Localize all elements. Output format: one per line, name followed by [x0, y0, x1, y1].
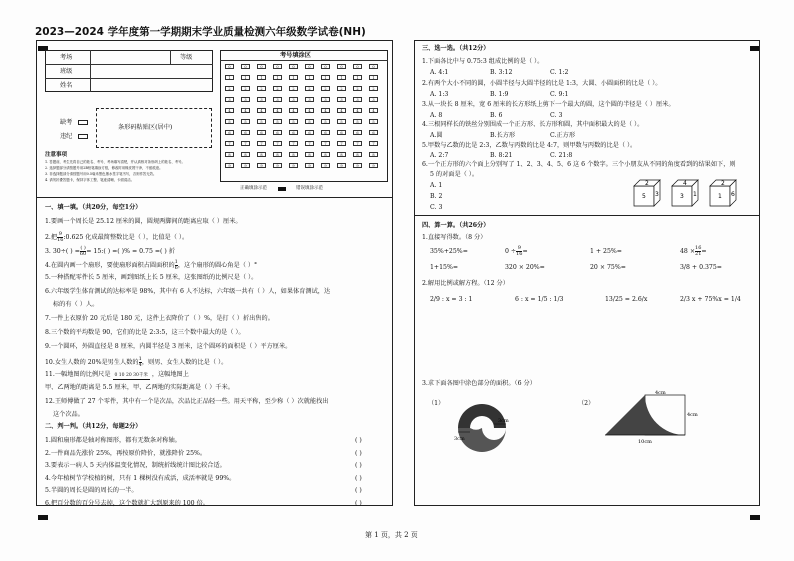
exam-number-bubble[interactable]: 4 — [289, 108, 298, 113]
dice-face-number: 3 — [655, 191, 659, 198]
exam-number-bubble[interactable]: 0 — [225, 64, 234, 69]
exam-number-bubble[interactable]: 4 — [353, 108, 362, 113]
exam-number-bubble[interactable]: 0 — [337, 64, 346, 69]
exam-number-bubble[interactable]: 0 — [321, 64, 330, 69]
exam-number-bubble[interactable]: 2 — [289, 86, 298, 91]
choice-question: 5 的对面是（ ）。 — [430, 171, 479, 178]
exam-number-bubble[interactable]: 6 — [353, 130, 362, 135]
answer-paren[interactable]: ( ) — [355, 474, 362, 482]
exam-number-bubble[interactable]: 3 — [273, 97, 282, 102]
exam-number-bubble[interactable]: 8 — [353, 152, 362, 157]
exam-number-bubble[interactable]: 2 — [321, 86, 330, 91]
label-xingming: 姓名 — [60, 82, 73, 89]
exam-number-bubble[interactable]: 7 — [289, 141, 298, 146]
calc-item: 35%+25%= — [430, 248, 468, 255]
exam-number-bubble[interactable]: 4 — [305, 108, 314, 113]
question: 11.一幅地图的比例尺是 0 10 20 30千米 ，这幅地图上 — [45, 371, 189, 378]
page-footer: 第 1 页，共 2 页 — [365, 531, 418, 539]
dice-cube — [634, 180, 660, 206]
exam-number-bubble[interactable]: 5 — [241, 119, 250, 124]
notes-line: 4. 请勿折叠答题卡，保持字体工整、笔迹清晰、卡面清洁。 — [45, 178, 135, 182]
choice-option[interactable]: C.正方形 — [550, 132, 576, 139]
corner-mark — [750, 515, 760, 520]
exam-number-bubble[interactable]: 1 — [337, 75, 346, 80]
exam-number-bubble[interactable]: 2 — [225, 86, 234, 91]
equation: 2/9 : x = 3 : 1 — [430, 296, 473, 303]
dice-figures — [628, 176, 748, 216]
exam-number-bubble[interactable]: 2 — [305, 86, 314, 91]
exam-number-bubble[interactable]: 5 — [289, 119, 298, 124]
exam-number-bubble[interactable]: 7 — [321, 141, 330, 146]
figure-1-semicircles — [440, 392, 530, 452]
question: 10.女生人数的 20%是男生人数的 $\frac{1}{4}$ ，则男、女生人数的比是（ ）。 — [45, 356, 228, 368]
notes-line: 2. 选择题部分请按题号用2B铅笔填涂方框，修改时用橡皮擦干净，不留痕迹。 — [45, 166, 163, 170]
question: 1.要画一个周长是 25.12 厘米的圆，圆规两脚间的距离应取（ ）厘米。 — [45, 218, 242, 225]
exam-number-bubble[interactable]: 0 — [257, 64, 266, 69]
exam-number-bubble[interactable]: 1 — [241, 75, 250, 80]
dice-face-number: 3 — [680, 193, 684, 200]
dim-label: 3cm — [498, 418, 509, 424]
exam-number-bubble[interactable]: 3 — [321, 97, 330, 102]
exam-number-bubble[interactable]: 7 — [257, 141, 266, 146]
exam-number-bubble[interactable]: 4 — [337, 108, 346, 113]
section2-title: 二、判一判。（共12分，每题2分） — [45, 423, 142, 430]
exam-number-bubble[interactable]: 1 — [305, 75, 314, 80]
exam-number-bubble[interactable]: 5 — [353, 119, 362, 124]
exam-number-bubble[interactable]: 8 — [305, 152, 314, 157]
exam-number-bubble[interactable]: 3 — [289, 97, 298, 102]
exam-number-bubble[interactable]: 5 — [273, 119, 282, 124]
dice-face-number: 5 — [642, 193, 646, 200]
figure-2-triangle-quarter — [590, 390, 700, 445]
judge-item: 2.一件商品先涨价 25%，再按原价降价，就涨降价 25%。 — [45, 449, 207, 457]
sub-title: 3.求下面各图中涂色部分的面积。（6 分） — [422, 380, 536, 387]
dim-label: 4cm — [655, 390, 666, 396]
exam-number-bubble[interactable]: 0 — [241, 64, 250, 69]
exam-number-bubble[interactable]: 9 — [257, 163, 266, 168]
dice-cube — [672, 180, 698, 206]
exam-number-bubble[interactable]: 2 — [369, 86, 378, 91]
exam-number-bubble[interactable]: 6 — [225, 130, 234, 135]
exam-number-bubble[interactable]: 4 — [321, 108, 330, 113]
dice-face-number: 4 — [683, 180, 687, 187]
exam-number-bubble[interactable]: 4 — [225, 108, 234, 113]
question: 3. 30÷( ) = ( ) 60 = 15:( ) =( )% = 0.75 =( ) 折 — [45, 245, 175, 257]
exam-number-bubble[interactable]: 3 — [353, 97, 362, 102]
exam-number-bubble[interactable]: 5 — [225, 119, 234, 124]
exam-number-bubble[interactable]: 4 — [369, 108, 378, 113]
exam-number-bubble[interactable]: 8 — [225, 152, 234, 157]
exam-number-bubble[interactable]: 3 — [257, 97, 266, 102]
exam-number-bubble[interactable]: 1 — [225, 75, 234, 80]
calc-item: 3/8 + 0.375= — [680, 264, 722, 271]
calc-item: 20 × 75%= — [590, 264, 626, 271]
equation: 2/3 x + 75%x = 1/4 — [680, 296, 741, 303]
exam-number-bubble[interactable]: 6 — [273, 130, 282, 135]
label-banji: 班级 — [60, 68, 73, 75]
choice-option[interactable]: A. 4:1 — [430, 69, 449, 76]
exam-number-title: 考号填涂区 — [280, 52, 311, 59]
exam-number-bubble[interactable]: 7 — [369, 141, 378, 146]
correct-fill-mark — [278, 187, 286, 191]
exam-number-bubble[interactable]: 2 — [353, 86, 362, 91]
exam-number-bubble[interactable]: 8 — [257, 152, 266, 157]
exam-number-bubble[interactable]: 9 — [305, 163, 314, 168]
exam-number-bubble[interactable]: 3 — [369, 97, 378, 102]
exam-number-bubble[interactable]: 9 — [337, 163, 346, 168]
exam-number-bubble[interactable]: 9 — [321, 163, 330, 168]
exam-number-bubble[interactable]: 0 — [273, 64, 282, 69]
wrong-fill-example: 错误填涂示范 — [296, 186, 323, 191]
dice-face-number: 2 — [645, 180, 649, 187]
choice-question: 6.一个正方形的六个面上分别写了 1、2、3、4、5、6 这 6 个数字。三个小朋友从不同的角度看到的结果如下，则 — [422, 161, 736, 168]
dice-face-number: 1 — [718, 193, 722, 200]
question: 8.三个数的平均数是 90，它们的比是 2:3:5，这三个数中最大的是（ ）。 — [45, 329, 245, 336]
calc-item: 0 ÷ $\frac{9}{16}$ = — [505, 245, 528, 257]
exam-number-bubble[interactable]: 5 — [305, 119, 314, 124]
exam-number-bubble[interactable]: 4 — [257, 108, 266, 113]
page-title: 2023—2024 学年度第一学期期末学业质量检测六年级数学试卷(NH) — [35, 26, 366, 38]
section3-title: 三、选一选。（共12分） — [422, 45, 490, 52]
exam-number-bubble[interactable]: 3 — [337, 97, 346, 102]
exam-number-bubble[interactable]: 2 — [241, 86, 250, 91]
answer-paren[interactable]: ( ) — [355, 462, 362, 469]
correct-fill-example: 正确填涂示范 — [240, 186, 267, 191]
exam-number-bubble[interactable]: 1 — [289, 75, 298, 80]
exam-number-bubble[interactable]: 5 — [337, 119, 346, 124]
exam-number-bubble[interactable]: 0 — [369, 64, 378, 69]
figure-label: （2） — [578, 400, 595, 407]
choice-question: 1.下面各比中与 0.75:3 组成比例的是（ ）。 — [422, 58, 544, 65]
weiji-checkbox[interactable] — [78, 134, 88, 139]
answer-paren[interactable]: ( ) — [355, 437, 362, 444]
exam-number-bubble[interactable]: 6 — [321, 130, 330, 135]
dim-label: 4cm — [687, 412, 698, 418]
exam-number-bubble[interactable]: 7 — [225, 141, 234, 146]
exam-number-bubble[interactable]: 6 — [369, 130, 378, 135]
exam-number-bubble[interactable]: 0 — [289, 64, 298, 69]
question: 6.六年级学生体育测试的达标率是 98%，其中有 6 人不达标，六年级一共有（ ）人，如果体育测试，达 — [45, 288, 331, 295]
question: 甲、乙两地的距离是 5.5 厘米，甲、乙两地的实际距离是（ ）千米。 — [45, 384, 234, 391]
choice-option[interactable]: C. 1:2 — [550, 69, 569, 76]
choice-option[interactable]: B. 3:12 — [490, 69, 513, 76]
exam-number-bubble[interactable]: 1 — [273, 75, 282, 80]
judge-item: 3.要表示一病人 5 天内体温变化情况，制统折线统计图比较合适。 — [45, 462, 226, 469]
sub-title: 2.解用比例或解方程。（12 分） — [422, 280, 509, 287]
choice-option[interactable]: C. 3 — [550, 112, 563, 119]
dice-cube — [710, 180, 736, 206]
exam-number-bubble[interactable]: 6 — [241, 130, 250, 135]
exam-number-bubble[interactable]: 6 — [257, 130, 266, 135]
choice-option[interactable]: B. 8:21 — [490, 152, 513, 159]
equation: 6 : x = 1/5 : 1/3 — [515, 296, 564, 303]
barcode-label: 条形码粘贴区(居中) — [118, 124, 173, 131]
exam-number-bubble[interactable]: 9 — [369, 163, 378, 168]
scale-bar: 0 10 20 30千米 — [114, 373, 148, 378]
label-queka: 缺考 — [60, 119, 73, 126]
calc-item: 320 × 20%= — [505, 264, 545, 271]
exam-number-bubble[interactable]: 0 — [353, 64, 362, 69]
exam-number-bubble[interactable]: 6 — [305, 130, 314, 135]
exam-number-bubble[interactable]: 5 — [257, 119, 266, 124]
dim-label: 3cm — [454, 436, 465, 442]
exam-number-bubble[interactable]: 1 — [353, 75, 362, 80]
exam-number-bubble[interactable]: 2 — [337, 86, 346, 91]
question: 9.一个圆环，外圆直径是 8 厘米，内圆半径是 3 厘米，这个圆环的面积是（ ）平方厘米。 — [45, 343, 292, 350]
corner-mark — [38, 515, 48, 520]
question: 7.一件上衣原价 20 元后是 180 元，这件上衣降价了（ ）%，是打（ ）折出售的。 — [45, 315, 274, 322]
question: 2.把 $\frac{9}{16}$ :0.625 化成最简整数比是（ ），比值是（ ）。 — [45, 231, 189, 243]
exam-number-bubble[interactable]: 7 — [241, 141, 250, 146]
exam-number-bubble[interactable]: 8 — [273, 152, 282, 157]
question: 4.在圆内画一个扇形，要使扇形面积占圆面积的 $\frac{1}{6}$ ，这个扇形的圆心角是（ ）° — [45, 259, 258, 271]
sub-title: 1.直接写得数。（8 分） — [422, 234, 487, 241]
answer-paren[interactable]: ( ) — [355, 487, 362, 494]
calc-item: 1+15%= — [430, 264, 459, 271]
choice-option[interactable]: C. 21:8 — [550, 152, 573, 159]
exam-number-bubble[interactable]: 2 — [273, 86, 282, 91]
exam-number-bubble[interactable]: 3 — [305, 97, 314, 102]
exam-number-bubble[interactable]: 9 — [273, 163, 282, 168]
choice-option[interactable]: C. 9:1 — [550, 91, 569, 98]
notes-title: 注意事项 — [45, 152, 68, 158]
notes-line: 3. 非选择题部分请按题号用0.5毫米黑色墨水签字笔书写，否则作答无效。 — [45, 172, 157, 176]
dice-face-number: 6 — [731, 191, 735, 198]
choice-option[interactable]: A.圆 — [430, 132, 443, 139]
exam-number-bubble[interactable]: 1 — [369, 75, 378, 80]
choice-option[interactable]: B. 1:9 — [490, 91, 509, 98]
exam-number-bubble[interactable]: 8 — [337, 152, 346, 157]
choice-option[interactable]: B. 6 — [490, 112, 503, 119]
judge-item: 1.圆和扇形都是轴对称图形，都有无数条对称轴。 — [45, 437, 181, 444]
choice-option[interactable]: A. 8 — [430, 112, 443, 119]
exam-number-bubble[interactable]: 4 — [241, 108, 250, 113]
exam-number-bubble[interactable]: 7 — [353, 141, 362, 146]
exam-number-bubble[interactable]: 8 — [289, 152, 298, 157]
dice-face-number: 2 — [721, 180, 725, 187]
judge-item: 6.把百分数的百分号去掉，这个数就扩大到原来的 100 倍。 — [45, 499, 209, 507]
exam-number-bubble[interactable]: 0 — [305, 64, 314, 69]
exam-number-bubble[interactable]: 7 — [273, 141, 282, 146]
choice-option[interactable]: A. 1:3 — [430, 91, 449, 98]
label-weiji: 违纪 — [60, 133, 73, 140]
exam-number-bubble[interactable]: 5 — [321, 119, 330, 124]
calc-item: 48 × $\frac{16}{21}$ = — [680, 245, 707, 257]
exam-number-bubble[interactable]: 8 — [241, 152, 250, 157]
question: 5.一种搭配零件长 5 厘米，画到图纸上长 5 厘米，这张图纸的比例尺是（ ）。 — [45, 274, 258, 281]
exam-number-bubble[interactable]: 6 — [289, 130, 298, 135]
exam-number-bubble[interactable]: 5 — [369, 119, 378, 124]
exam-number-bubble[interactable]: 9 — [353, 163, 362, 168]
choice-question: 4.三根同样长的铁丝分别围成一个正方形、长方形和圆，其中面积最大的是（ ）。 — [422, 121, 644, 128]
question: 标的有（ ）人。 — [53, 301, 99, 308]
choice-question: 2.有两个大小不同的圆，小圆半径与大圆半径的比是 1:3，大圆、小圆面积的比是（ ）。 — [422, 80, 662, 87]
section4-title: 四、算一算。（共26分） — [422, 222, 490, 229]
question: 这个次品。 — [53, 411, 84, 418]
queka-checkbox[interactable] — [78, 120, 88, 125]
judge-item: 5.半圆的周长是圆的周长的一半。 — [45, 487, 138, 494]
answer-paren[interactable]: ( ) — [355, 499, 362, 507]
answer-paren[interactable]: ( ) — [355, 449, 362, 457]
label-kaochang: 考场 — [60, 54, 73, 61]
exam-number-bubble[interactable]: 4 — [273, 108, 282, 113]
exam-number-bubble[interactable]: 8 — [369, 152, 378, 157]
dim-label: 10cm — [638, 439, 652, 445]
exam-number-bubble[interactable]: 2 — [257, 86, 266, 91]
dice-face-number: 1 — [693, 191, 697, 198]
exam-number-bubble[interactable]: 1 — [321, 75, 330, 80]
exam-number-bubble[interactable]: 9 — [225, 163, 234, 168]
exam-number-bubble[interactable]: 1 — [257, 75, 266, 80]
exam-number-bubble[interactable]: 3 — [225, 97, 234, 102]
section1-title: 一、填一填。（共20分，每空1分） — [45, 204, 142, 211]
exam-number-bubble[interactable]: 9 — [289, 163, 298, 168]
choice-question: 5.甲数与乙数的比是 2:3，乙数与丙数的比是 4:7，则甲数与丙数的比是（ ）。 — [422, 142, 637, 149]
figure-label: （1） — [428, 400, 445, 407]
choice-question: 3.从一块长 8 厘米，宽 6 厘米的长方形纸上剪下一个最大的圆，这个圆的半径是（ ）厘米。 — [422, 101, 675, 108]
exam-number-bubble[interactable]: 6 — [337, 130, 346, 135]
exam-number-bubble[interactable]: 9 — [241, 163, 250, 168]
calc-item: 1 + 25%= — [590, 248, 622, 255]
judge-item: 4.今年植树节学校植的树，只有 1 棵树没有成活，成活率就是 99%。 — [45, 474, 236, 482]
choice-option[interactable]: C. 3 — [430, 204, 443, 211]
label-dengji: 等级 — [180, 54, 193, 61]
choice-option[interactable]: B.长方形 — [490, 132, 516, 139]
equation: 13/25 = 2.6/x — [605, 296, 648, 303]
exam-number-bubble[interactable]: 7 — [305, 141, 314, 146]
exam-number-bubble[interactable]: 8 — [321, 152, 330, 157]
choice-option[interactable]: B. 2 — [430, 193, 443, 200]
exam-number-bubble[interactable]: 3 — [241, 97, 250, 102]
notes-line: 1. 答题前，考生先将自己的姓名、考号、考场填写清楚，并认真核对条形码上的姓名、考号。 — [45, 160, 185, 164]
choice-option[interactable]: A. 2:7 — [430, 152, 449, 159]
question: 12.王师傅做了 27 个零件，其中有一个是次品，次品比正品轻一些。用天平称，至少称（ ）次就能找出 — [45, 398, 329, 405]
choice-option[interactable]: A. 1 — [430, 182, 443, 189]
exam-number-bubble[interactable]: 7 — [337, 141, 346, 146]
